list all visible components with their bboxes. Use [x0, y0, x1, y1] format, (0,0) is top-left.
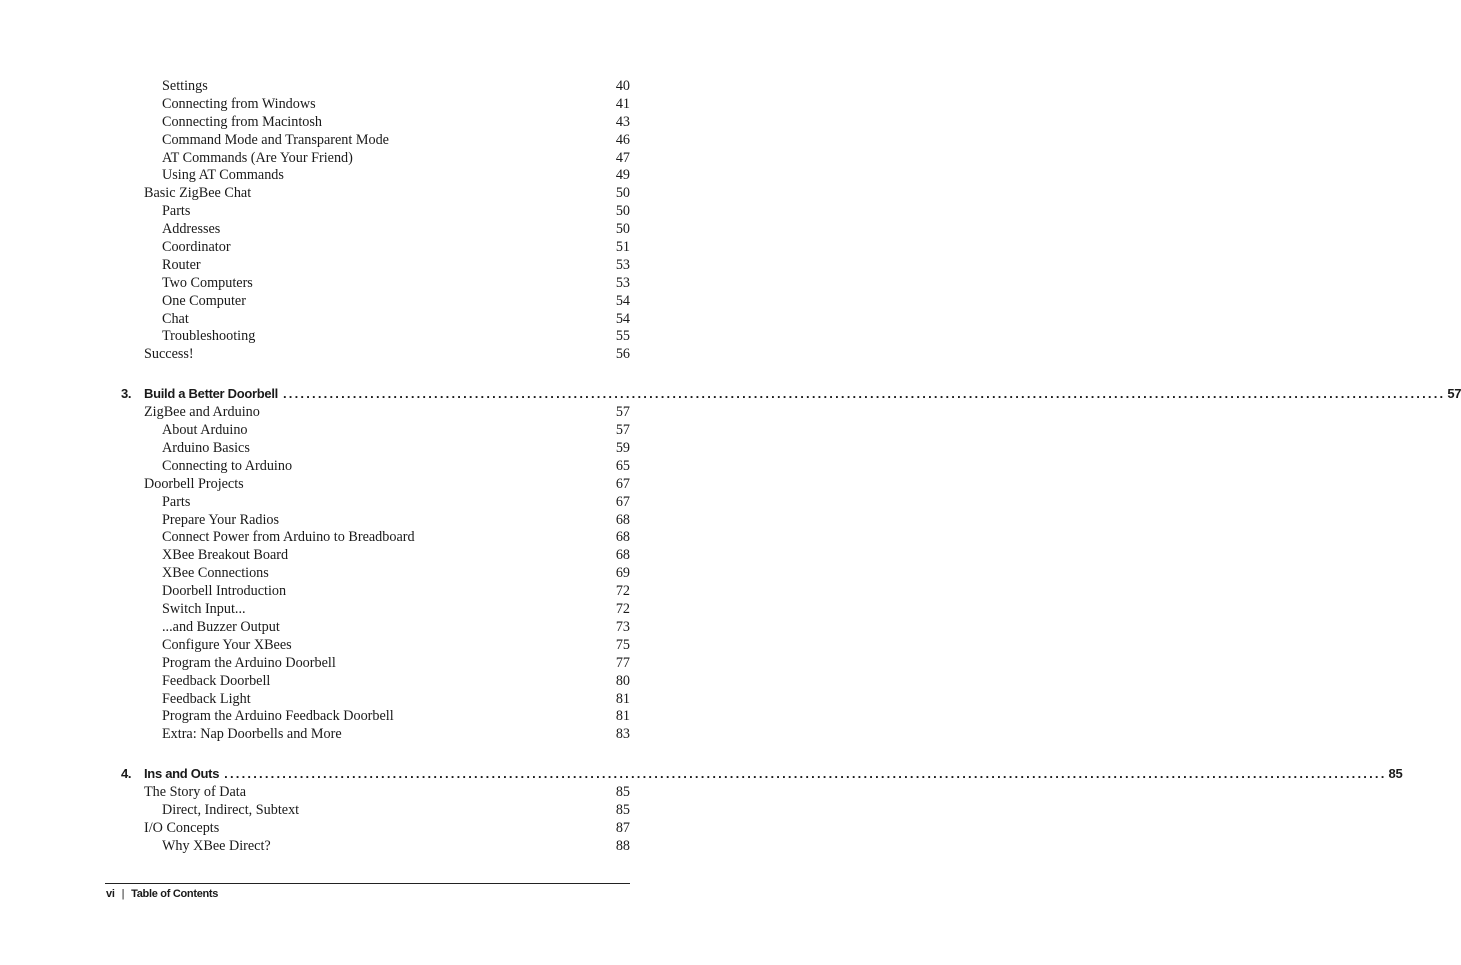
entry-page: 56 — [615, 346, 630, 363]
toc-section-entry[interactable] — [0, 185, 735, 203]
chapter-title-line — [144, 384, 1461, 403]
footer-rule — [105, 883, 630, 884]
entry-title: Connecting from Macintosh — [162, 113, 322, 130]
entry-title: XBee Breakout Board — [162, 547, 289, 564]
toc-section-entry[interactable] — [0, 404, 735, 422]
entry-title: ...and Buzzer Output — [162, 618, 280, 635]
entry-title: One Computer — [162, 292, 246, 309]
entry-page: 55 — [615, 328, 630, 345]
entry-page: 85 — [615, 802, 630, 819]
entry-title: Troubleshooting — [162, 328, 256, 345]
entry-title: Why XBee Direct? — [162, 837, 271, 854]
entry-page: 73 — [615, 618, 630, 635]
toc-subsection-entry[interactable] — [0, 422, 735, 440]
page-footer — [106, 888, 218, 900]
entry-page: 81 — [615, 690, 630, 707]
entry-page: 87 — [615, 819, 630, 836]
entry-page: 72 — [615, 601, 630, 618]
entry-title: Basic ZigBee Chat — [144, 185, 252, 202]
chapter-number: 4. — [121, 766, 132, 782]
entry-title: Parts — [162, 203, 191, 220]
toc-subsection-entry[interactable] — [0, 203, 735, 221]
toc-subsection-entry[interactable] — [0, 529, 735, 547]
entry-page: 53 — [615, 274, 630, 291]
entry-title: Connecting to Arduino — [162, 457, 293, 474]
dot-leader: ........................................................................................................................................................................................................ — [282, 386, 1446, 402]
entry-page: 68 — [615, 529, 630, 546]
entry-title: Settings — [162, 78, 208, 94]
entry-page: 50 — [615, 185, 630, 202]
toc-subsection-entry[interactable] — [0, 601, 735, 619]
entry-title: The Story of Data — [144, 784, 247, 801]
toc-subsection-entry[interactable] — [0, 583, 735, 601]
entry-page: 65 — [615, 457, 630, 474]
toc-subsection-entry[interactable] — [0, 673, 735, 691]
toc-subsection-entry[interactable] — [0, 328, 735, 346]
entry-title: Program the Arduino Doorbell — [162, 654, 336, 671]
entry-page: 69 — [615, 565, 630, 582]
toc-subsection-entry[interactable] — [0, 221, 735, 239]
entry-title: Router — [162, 256, 201, 273]
entry-title: Using AT Commands — [162, 167, 284, 184]
entry-page: 72 — [615, 583, 630, 600]
toc-subsection-entry[interactable] — [0, 78, 735, 96]
entry-title: Command Mode and Transparent Mode — [162, 131, 389, 148]
entry-page: 75 — [615, 636, 630, 653]
toc-chapter-entry[interactable] — [0, 384, 1461, 403]
entry-page: 67 — [615, 475, 630, 492]
entry-page: 40 — [615, 78, 630, 94]
toc-subsection-entry[interactable] — [0, 619, 735, 637]
toc-subsection-entry[interactable] — [0, 440, 735, 458]
toc-subsection-entry[interactable] — [0, 275, 735, 293]
toc-subsection-entry[interactable] — [0, 114, 735, 132]
entry-page: 77 — [615, 654, 630, 671]
entry-title: Switch Input... — [162, 601, 246, 618]
entry-title: Chat — [162, 310, 189, 327]
entry-page: 67 — [615, 493, 630, 510]
toc-subsection-entry[interactable] — [0, 637, 735, 655]
chapter-title: Ins and Outs — [144, 766, 220, 782]
entry-page: 57 — [615, 404, 630, 421]
chapter-number: 3. — [121, 386, 132, 402]
entry-title: Success! — [144, 346, 194, 363]
entry-page: 80 — [615, 672, 630, 689]
toc-section-entry[interactable] — [0, 476, 735, 494]
entry-title: AT Commands (Are Your Friend) — [162, 149, 353, 166]
entry-title: Coordinator — [162, 239, 231, 256]
entry-title: Feedback Doorbell — [162, 672, 271, 689]
entry-page: 88 — [615, 837, 630, 854]
toc-chapter-entry[interactable] — [0, 764, 1403, 783]
entry-page: 49 — [615, 167, 630, 184]
toc-subsection-entry[interactable] — [0, 132, 735, 150]
toc-subsection-entry[interactable] — [0, 726, 735, 744]
entry-title: Connect Power from Arduino to Breadboard — [162, 529, 415, 546]
entry-page: 57 — [615, 422, 630, 439]
footer-separator: | — [121, 888, 125, 900]
toc-subsection-entry[interactable] — [0, 512, 735, 530]
entry-page: 50 — [615, 221, 630, 238]
entry-title: Configure Your XBees — [162, 636, 292, 653]
toc-subsection-entry[interactable] — [0, 311, 735, 329]
entry-title: Doorbell Introduction — [162, 583, 287, 600]
entry-page: 50 — [615, 203, 630, 220]
entry-title: Connecting from Windows — [162, 95, 316, 112]
entry-page: 54 — [615, 310, 630, 327]
dot-leader: ........................................................................................................................................................................................................ — [224, 766, 1387, 782]
entry-page: 68 — [615, 511, 630, 528]
entry-title: I/O Concepts — [144, 819, 220, 836]
entry-page: 53 — [615, 256, 630, 273]
entry-page: 41 — [615, 95, 630, 112]
toc-subsection-entry[interactable] — [0, 96, 735, 114]
entry-page: 54 — [615, 292, 630, 309]
chapter-title-line — [144, 764, 1403, 783]
entry-title: Arduino Basics — [162, 440, 250, 457]
toc-subsection-entry[interactable] — [0, 257, 735, 275]
toc-section-entry[interactable] — [0, 346, 735, 364]
table-of-contents — [0, 78, 1461, 856]
entry-page: 51 — [615, 239, 630, 256]
entry-title: Extra: Nap Doorbells and More — [162, 726, 342, 743]
chapter-title: Build a Better Doorbell — [144, 386, 278, 402]
toc-subsection-entry[interactable] — [0, 239, 735, 257]
toc-subsection-entry[interactable] — [0, 458, 735, 476]
entry-title: ZigBee and Arduino — [144, 404, 260, 421]
entry-title: Doorbell Projects — [144, 475, 244, 492]
chapter-page: 57 — [1447, 386, 1461, 402]
entry-page: 81 — [615, 708, 630, 725]
footer-page-number: vi — [106, 888, 115, 900]
entry-page: 68 — [615, 547, 630, 564]
toc-subsection-entry[interactable] — [0, 708, 735, 726]
toc-subsection-entry[interactable] — [0, 565, 735, 583]
toc-subsection-entry[interactable] — [0, 494, 735, 512]
entry-page: 47 — [615, 149, 630, 166]
chapter-page: 85 — [1388, 766, 1403, 782]
entry-title: Direct, Indirect, Subtext — [162, 802, 300, 819]
toc-section-entry[interactable] — [0, 820, 735, 838]
entry-title: Feedback Light — [162, 690, 251, 707]
toc-subsection-entry[interactable] — [0, 293, 735, 311]
toc-subsection-entry[interactable] — [0, 547, 735, 565]
toc-subsection-entry[interactable] — [0, 150, 735, 168]
entry-page: 85 — [615, 784, 630, 801]
entry-title: Prepare Your Radios — [162, 511, 280, 528]
toc-subsection-entry[interactable] — [0, 691, 735, 709]
entry-title: XBee Connections — [162, 565, 269, 582]
entry-title: Addresses — [162, 221, 221, 238]
toc-subsection-entry[interactable] — [0, 655, 735, 673]
entry-title: About Arduino — [162, 422, 248, 439]
toc-subsection-entry[interactable] — [0, 167, 735, 185]
toc-subsection-entry[interactable] — [0, 838, 735, 856]
entry-page: 83 — [615, 726, 630, 743]
footer-label: Table of Contents — [131, 888, 219, 900]
entry-title: Parts — [162, 493, 191, 510]
entry-page: 59 — [615, 440, 630, 457]
toc-subsection-entry[interactable] — [0, 802, 735, 820]
entry-page: 43 — [615, 113, 630, 130]
toc-section-entry[interactable] — [0, 784, 735, 802]
entry-title: Program the Arduino Feedback Doorbell — [162, 708, 394, 725]
entry-page: 46 — [615, 131, 630, 148]
entry-title: Two Computers — [162, 274, 253, 291]
